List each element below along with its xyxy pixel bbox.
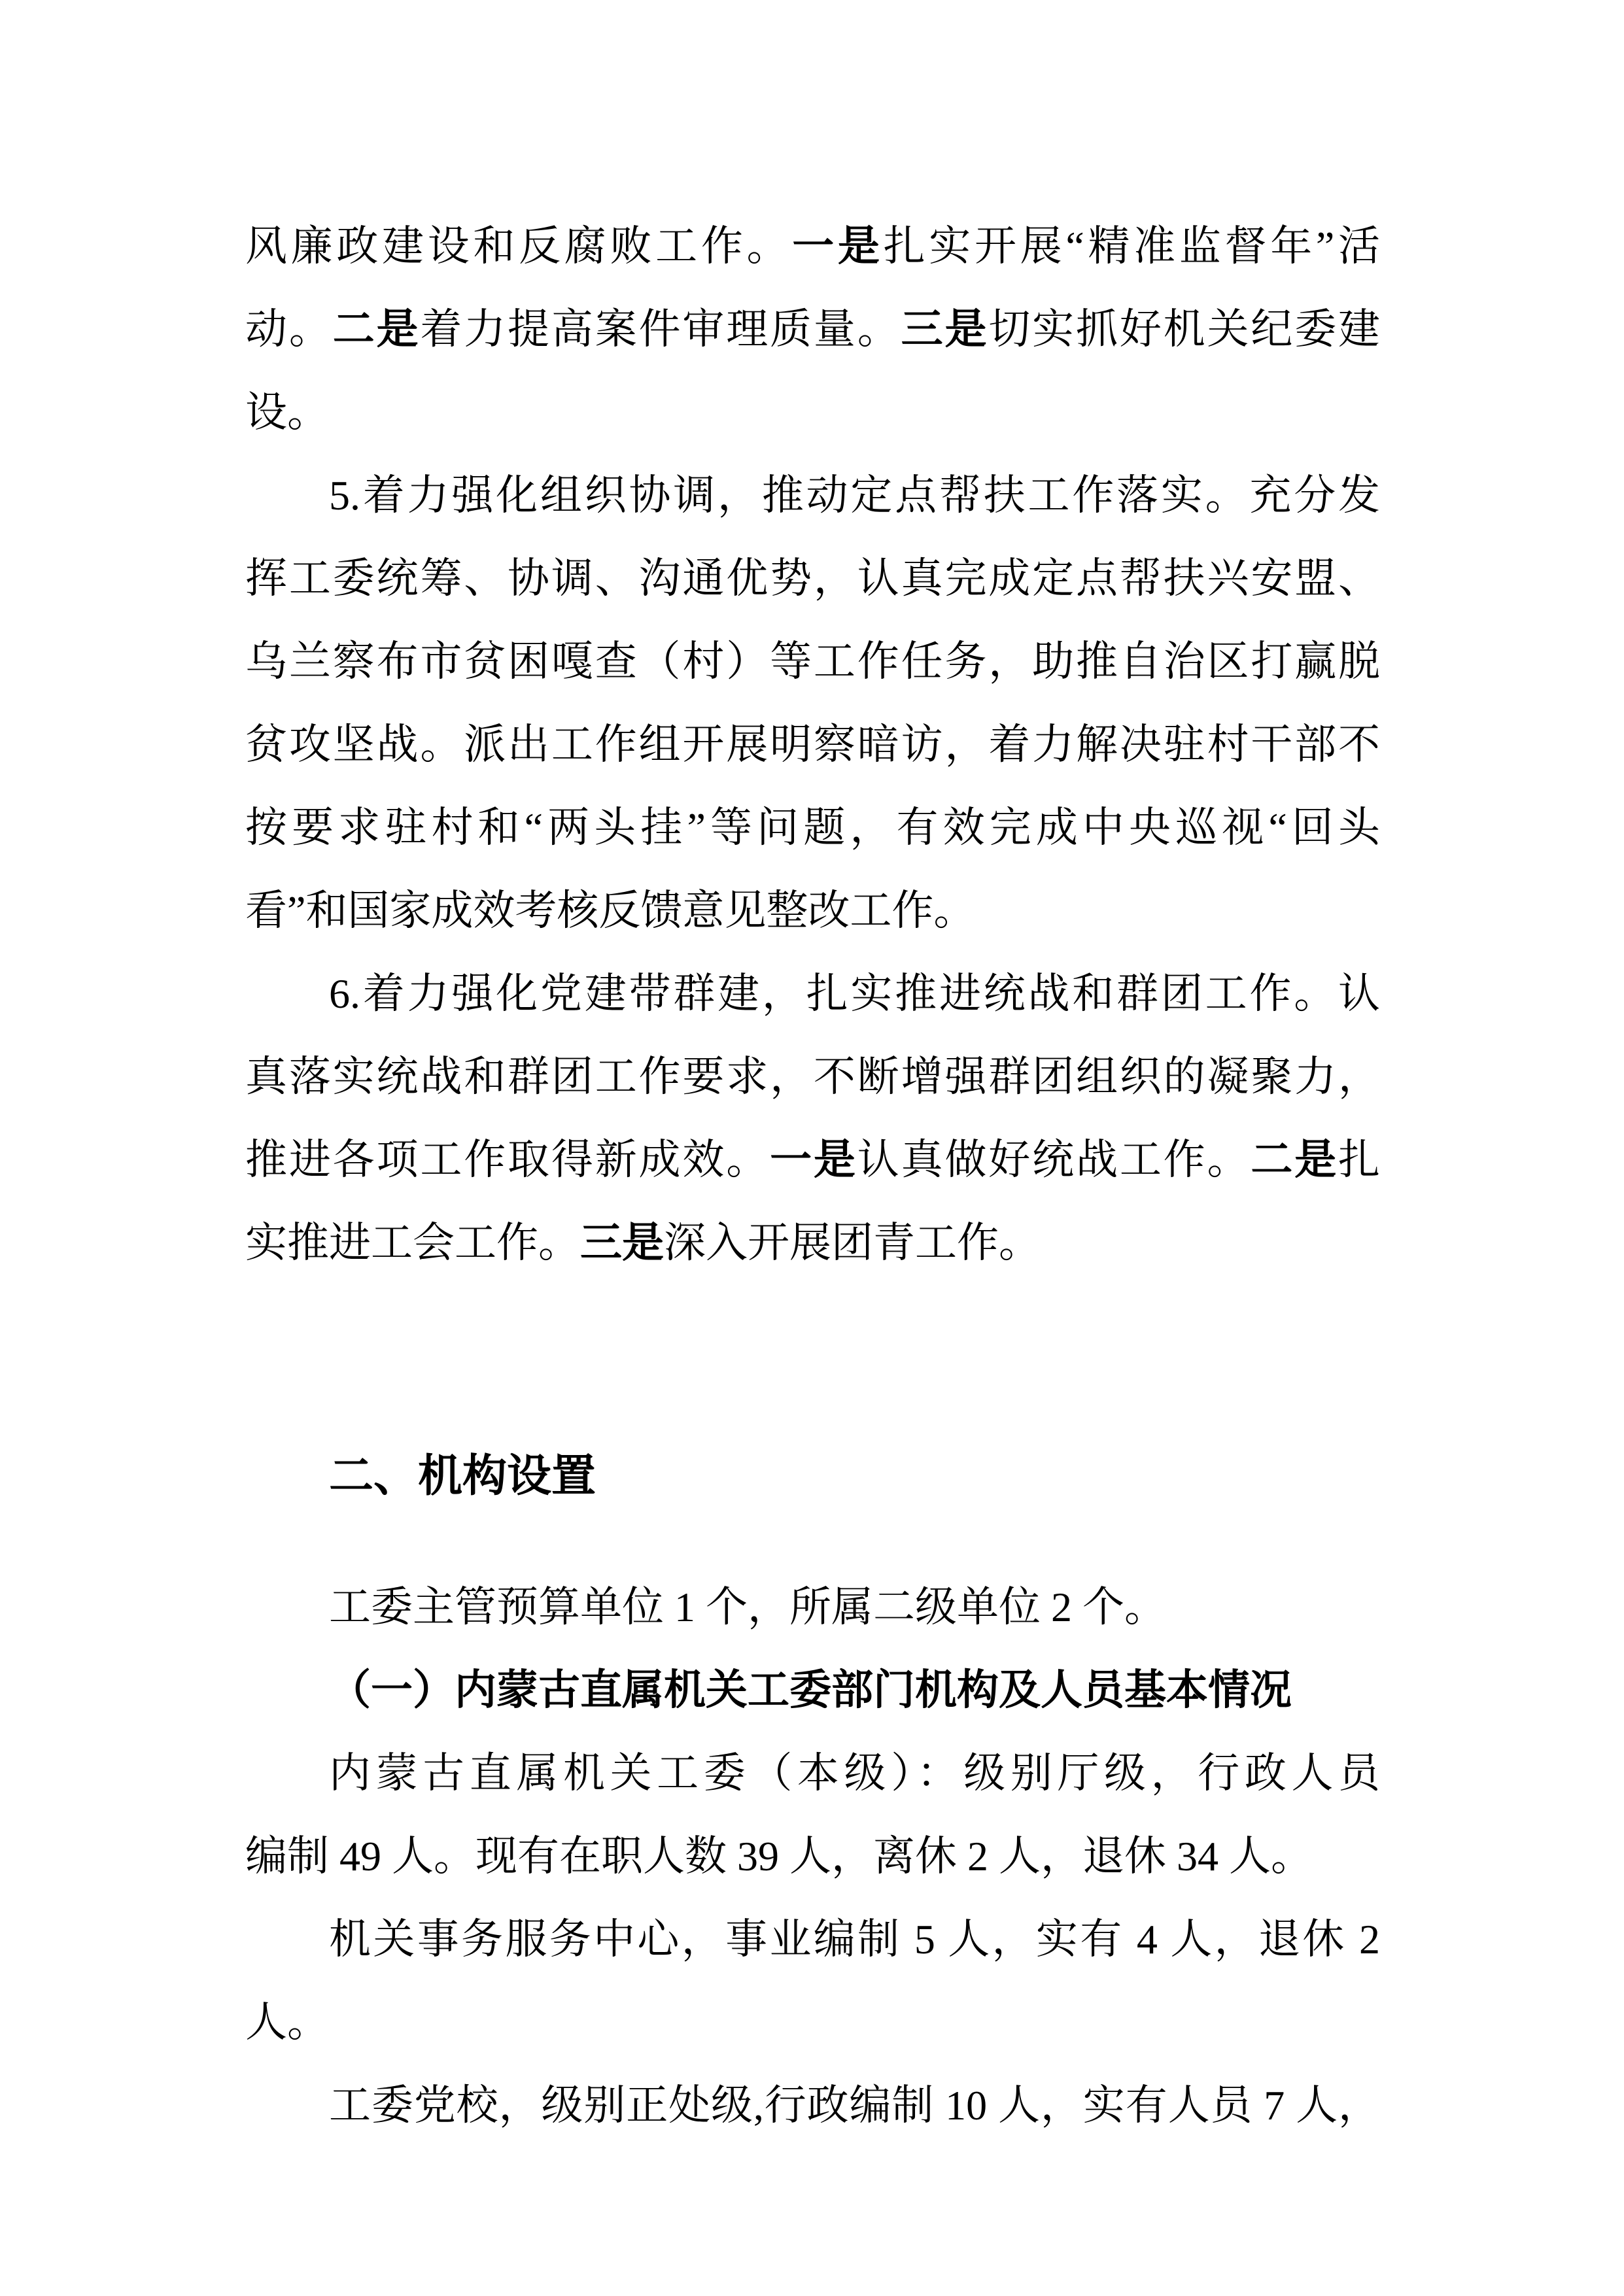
text-line [245,1898,1380,1981]
para-budget-units [245,1566,1380,1649]
text-run: 深入开展团青工作。 [664,1220,1041,1266]
text-run: 6.着力强化党建带群建，扎实推进统战和群团工作。认 [329,970,1380,1017]
text-line [245,537,1380,620]
text-line [245,205,1380,288]
text-line [245,1435,1380,1518]
subsection-heading [245,1649,1380,1732]
text-run-bold: （一）内蒙古直属机关工委部门机构及人员基本情况 [329,1666,1292,1715]
text-run: 按要求驻村和“两头挂”等问题，有效完成中央巡视“回头 [245,804,1380,851]
text-run-bold: 三是 [901,305,989,354]
text-run: 切实抓好机关纪委建 [988,306,1381,352]
para-gongwei-main [245,1732,1380,1898]
text-line [245,1981,1380,2064]
text-run: 真落实统战和群团工作要求，不断增强群团组织的凝聚力， [245,1054,1380,1100]
text-run: 认真做好统战工作。 [857,1137,1251,1183]
text-line [245,952,1380,1035]
text-run-bold: 二是 [332,305,421,354]
para-party-school [245,2064,1380,2147]
text-run: 工委党校，级别正处级,行政编制 10 人，实有人员 7 人， [329,2082,1380,2129]
text-run-bold: 一是 [792,222,884,271]
text-line [245,620,1380,703]
text-line [245,1732,1380,1815]
text-run: 5.着力强化组织协调，推动定点帮扶工作落实。充分发 [329,472,1380,519]
text-run-bold: 三是 [580,1219,664,1267]
text-line [245,703,1380,786]
text-run: 贫攻坚战。派出工作组开展明察暗访，着力解决驻村干部不 [245,721,1380,768]
para-item-6 [245,952,1380,1284]
text-line [245,1649,1380,1732]
text-line [245,288,1380,371]
text-run-bold: 一是 [770,1136,857,1184]
text-run: 人。 [245,1999,329,2046]
text-run: 机关事务服务中心，事业编制 5 人，实有 4 人，退休 2 [329,1916,1380,1962]
text-line [245,786,1380,869]
para-continuation [245,205,1380,454]
text-line [245,454,1380,537]
text-line [245,1566,1380,1649]
text-run: 着力提高案件审理质量。 [420,306,901,352]
para-item-5 [245,454,1380,952]
text-run: 乌兰察布市贫困嘎查（村）等工作任务，助推自治区打赢脱 [245,638,1380,685]
text-line [245,1815,1380,1898]
text-run: 挥工委统筹、协调、沟通优势，认真完成定点帮扶兴安盟、 [245,555,1380,602]
text-run-bold: 二是 [1251,1136,1339,1184]
text-line [245,1035,1380,1118]
text-run: 动。 [245,306,333,352]
section-heading [245,1435,1380,1518]
text-run: 风廉政建设和反腐败工作。 [245,223,793,269]
text-run: 实推进工会工作。 [245,1220,580,1266]
text-line [245,371,1380,454]
text-line [245,2064,1380,2147]
text-run: 工委主管预算单位 1 个，所属二级单位 2 个。 [329,1584,1166,1630]
text-line [245,1118,1380,1201]
text-run: 设。 [245,389,329,436]
text-run: 看”和国家成效考核反馈意见整改工作。 [245,887,976,934]
para-service-center [245,1898,1380,2064]
text-run: 扎 [1338,1137,1381,1183]
text-run: 内蒙古直属机关工委（本级）：级别厅级，行政人员 [329,1750,1380,1796]
text-run: 推进各项工作取得新成效。 [245,1137,770,1183]
text-run-bold: 二、机构设置 [329,1450,596,1502]
text-line [245,1201,1380,1284]
text-run: 扎实开展“精准监督年”活 [883,223,1380,269]
text-run: 编制 49 人。现有在职人数 39 人，离休 2 人，退休 34 人。 [245,1833,1313,1879]
text-line [245,869,1380,952]
